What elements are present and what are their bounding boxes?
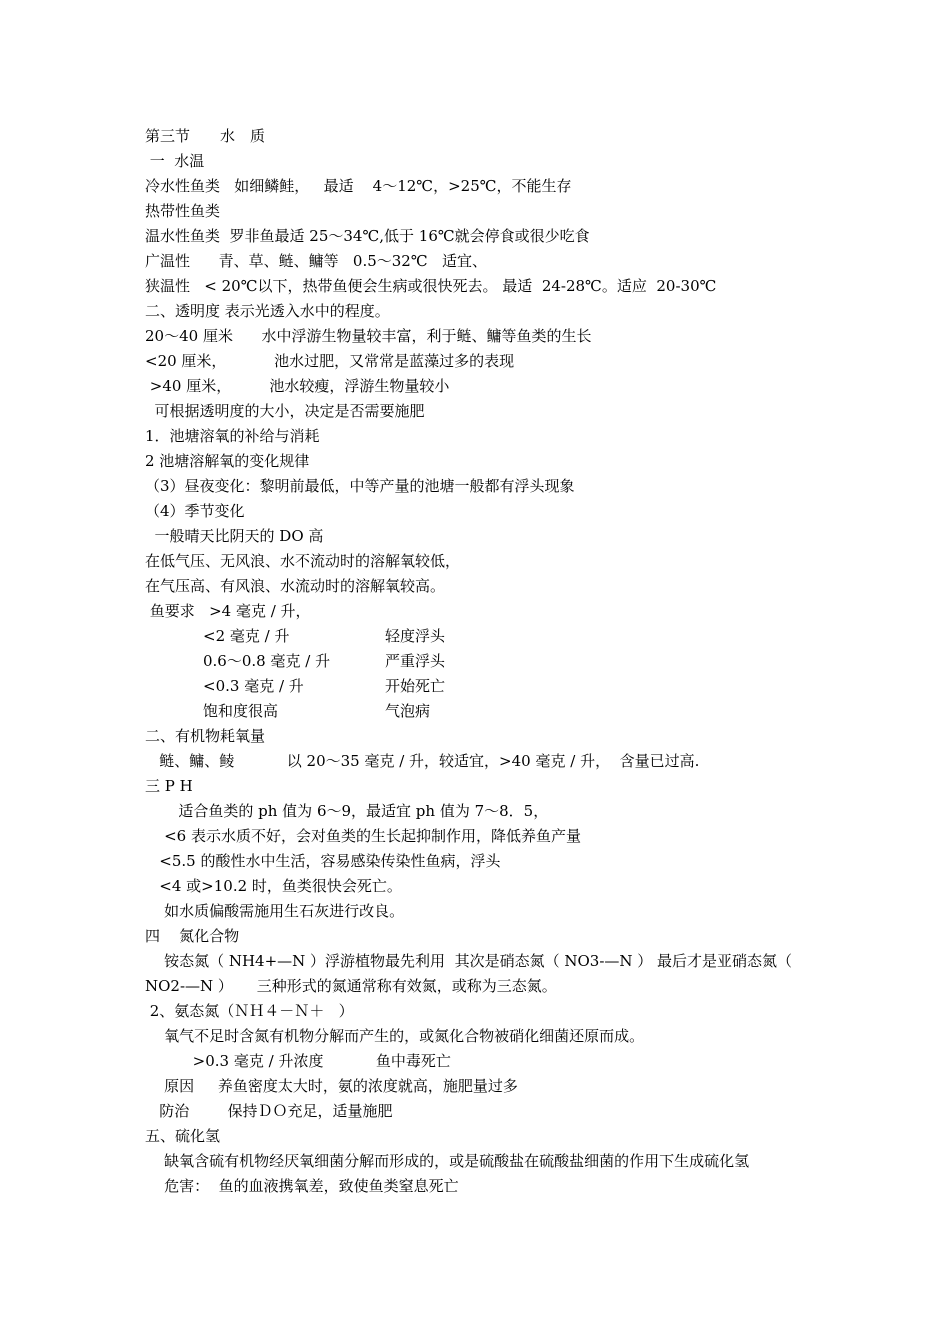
- oxygen-value: 饱和度很高: [203, 702, 279, 720]
- text-line: <5.5 的酸性水中生活，容易感染传染性鱼病，浮头: [145, 852, 501, 870]
- text-line: 一般晴天比阴天的 DO 高: [145, 527, 324, 545]
- text-line: <4 或>10.2 时，鱼类很快会死亡。: [145, 877, 402, 895]
- text-line: <20 厘米， 池水过肥，又常常是蓝藻过多的表现: [145, 352, 515, 370]
- text-line: 1．池塘溶氧的补给与消耗: [145, 427, 320, 445]
- text-line: 鲢、鳙、鲮 以 20～35 毫克 / 升，较适宜，>40 毫克 / 升， 含量已过高.: [145, 752, 700, 770]
- table-row: [145, 699, 810, 724]
- text-line: 热带性鱼类: [145, 202, 221, 220]
- oxygen-effect: 轻度浮头: [385, 627, 446, 645]
- text-line: <6 表示水质不好，会对鱼类的生长起抑制作用，降低养鱼产量: [145, 827, 581, 845]
- text-line: 冷水性鱼类 如细鳞鲑， 最适 4～12℃，>25℃，不能生存: [145, 177, 572, 195]
- oxygen-effect: 严重浮头: [385, 652, 446, 670]
- document-page: [145, 124, 810, 1199]
- text-line: 如水质偏酸需施用生石灰进行改良。: [145, 902, 405, 920]
- text-line: 在气压高、有风浪、水流动时的溶解氧较高。: [145, 577, 446, 595]
- table-row: [145, 674, 810, 699]
- text-line: 氧气不足时含氮有机物分解而产生的，或氮化合物被硝化细菌还原而成。: [145, 1027, 645, 1045]
- text-line: >0.3 毫克 / 升浓度 鱼中毒死亡: [145, 1052, 451, 1070]
- section-temperature-transparency-oxygen: [145, 124, 810, 624]
- text-line: 四 氮化合物: [145, 927, 240, 945]
- oxygen-effect: 气泡病: [385, 702, 431, 720]
- text-line: 三 P H: [145, 777, 193, 795]
- text-line: 鱼要求 >4 毫克 / 升，: [145, 602, 311, 620]
- oxygen-value: <2 毫克 / 升: [203, 627, 290, 645]
- h2s-harm-line: 危害： 鱼的血液携氧差，致使鱼类窒息死亡: [145, 1177, 459, 1195]
- h2s-paragraph: 缺氧含硫有机物经厌氧细菌分解而形成的，或是硫酸盐在硫酸盐细菌的作用下生成硫化氢: [145, 1152, 750, 1170]
- text-line: 狭温性 < 20℃以下，热带鱼便会生病或很快死去。 最适 24-28℃。适应 20-30℃: [145, 277, 717, 295]
- text-line: 一 水温: [145, 152, 205, 170]
- text-line: 可根据透明度的大小，决定是否需要施肥: [145, 402, 425, 420]
- section-ammonia-h2s: [145, 999, 810, 1149]
- text-line: 二、有机物耗氧量: [145, 727, 266, 745]
- ammonium-paragraph: 铵态氮（ NH4+—N ）浮游植物最先利用 其次是硝态氮（ NO3-—N ） 最后才是亚硝态氮（ NO2-—N ） 三种形式的氮通常称有效氮，或称为三态氮。: [145, 952, 797, 995]
- text-line: 2、氨态氮（ＮＨ４－Ｎ＋ ）: [145, 1002, 354, 1020]
- text-line: 广温性 青、草、鲢、鳙等 0.5～32℃ 适宜、: [145, 252, 487, 270]
- table-row: [145, 624, 810, 649]
- text-line: 在低气压、无风浪、水不流动时的溶解氧较低，: [145, 552, 461, 570]
- text-line: 20～40 厘米 水中浮游生物量较丰富，利于鲢、鳙等鱼类的生长: [145, 327, 592, 345]
- text-line: 温水性鱼类 罗非鱼最适 25～34℃,低于 16℃就会停食或很少吃食: [145, 227, 590, 245]
- text-line: 适合鱼类的 ph 值为 6～9，最适宜 ph 值为 7～8．5，: [145, 802, 549, 820]
- text-line: （4）季节变化: [145, 502, 245, 520]
- text-line: 五、硫化氢: [145, 1127, 221, 1145]
- text-line: （3）昼夜变化：黎明前最低，中等产量的池塘一般都有浮头现象: [145, 477, 575, 495]
- oxygen-value: 0.6～0.8 毫克 / 升: [203, 652, 331, 670]
- oxygen-level-table: [145, 624, 810, 724]
- text-line: 防治 保持ＤＯ充足，适量施肥: [145, 1102, 393, 1120]
- text-line: 原因 养鱼密度太大时，氨的浓度就高，施肥量过多: [145, 1077, 518, 1095]
- text-line: 第三节 水 质: [145, 127, 266, 145]
- text-line: >40 厘米， 池水较瘦，浮游生物量较小: [145, 377, 450, 395]
- text-line: 2 池塘溶解氧的变化规律: [145, 452, 310, 470]
- table-row: [145, 649, 810, 674]
- section-organic-ph-nitrogen: [145, 724, 810, 949]
- text-line: 二、透明度 表示光透入水中的程度。: [145, 302, 390, 320]
- oxygen-value: <0.3 毫克 / 升: [203, 677, 304, 695]
- oxygen-effect: 开始死亡: [385, 677, 446, 695]
